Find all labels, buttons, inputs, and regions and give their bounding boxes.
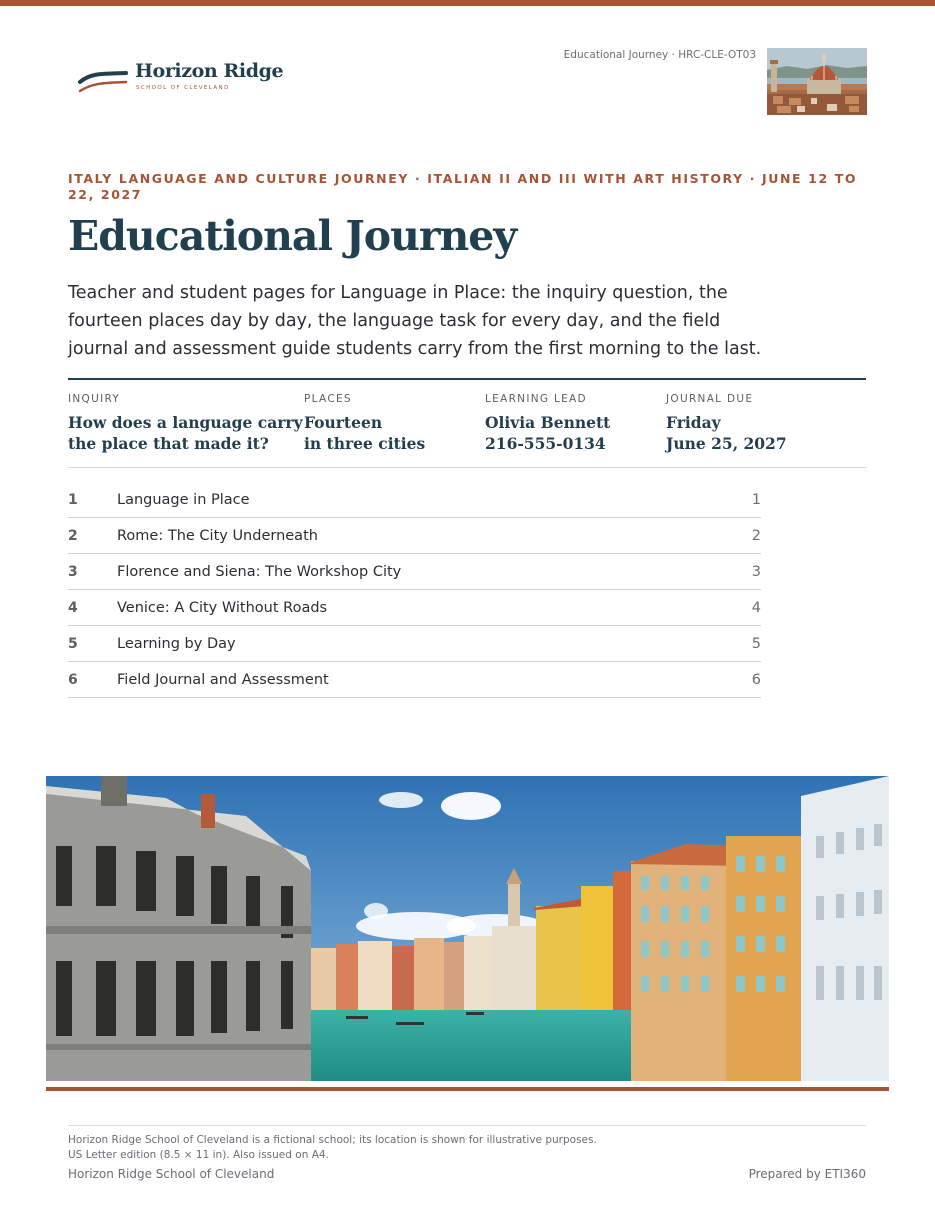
toc-label: Learning by Day bbox=[117, 636, 236, 652]
toc-page: 4 bbox=[751, 600, 761, 616]
footer-school-name: Horizon Ridge School of Cleveland bbox=[68, 1167, 275, 1181]
toc-page: 1 bbox=[751, 492, 761, 508]
meta-value-line: 216-555-0134 bbox=[485, 434, 606, 453]
meta-value bbox=[68, 412, 303, 454]
wave-logo-icon bbox=[78, 68, 128, 94]
toc-page: 2 bbox=[751, 528, 761, 544]
page-title: Educational Journey bbox=[68, 212, 517, 260]
toc-page: 3 bbox=[751, 564, 761, 580]
toc-number: 6 bbox=[68, 672, 78, 688]
florence-duomo-thumbnail bbox=[767, 48, 867, 115]
meta-value bbox=[304, 412, 425, 454]
toc-row[interactable] bbox=[68, 518, 761, 554]
toc-number: 2 bbox=[68, 528, 78, 544]
meta-value bbox=[485, 412, 610, 454]
toc-row[interactable] bbox=[68, 662, 761, 698]
footer-rule bbox=[68, 1125, 866, 1126]
toc-number: 3 bbox=[68, 564, 78, 580]
toc-page: 6 bbox=[751, 672, 761, 688]
table-of-contents bbox=[68, 482, 761, 698]
toc-page: 5 bbox=[751, 636, 761, 652]
toc-number: 5 bbox=[68, 636, 78, 652]
meta-label: LEARNING LEAD bbox=[485, 393, 587, 405]
school-subtitle: SCHOOL OF CLEVELAND bbox=[136, 85, 230, 91]
footer-note bbox=[68, 1133, 597, 1163]
toc-label: Rome: The City Underneath bbox=[117, 528, 318, 544]
meta-value-line: in three cities bbox=[304, 434, 426, 453]
photo-accent-rule bbox=[46, 1087, 889, 1091]
top-accent-rule bbox=[0, 0, 935, 6]
toc-number: 4 bbox=[68, 600, 78, 616]
toc-label: Field Journal and Assessment bbox=[117, 672, 329, 688]
meta-top-rule bbox=[68, 378, 866, 380]
meta-value-line: How does a language carry bbox=[68, 413, 303, 432]
toc-row[interactable] bbox=[68, 482, 761, 518]
meta-bottom-rule bbox=[68, 467, 866, 468]
school-name: Horizon Ridge bbox=[135, 60, 284, 82]
toc-row[interactable] bbox=[68, 590, 761, 626]
meta-learning-lead bbox=[485, 393, 610, 454]
toc-number: 1 bbox=[68, 492, 78, 508]
meta-value-line: Olivia Bennett bbox=[485, 413, 611, 432]
toc-row[interactable] bbox=[68, 626, 761, 662]
document-code: Educational Journey · HRC-CLE-OT03 bbox=[563, 49, 756, 61]
meta-value-line: the place that made it? bbox=[68, 434, 269, 453]
meta-value-line: Fourteen bbox=[304, 413, 383, 432]
school-logo bbox=[78, 60, 284, 96]
meta-value bbox=[666, 412, 787, 454]
meta-label: JOURNAL DUE bbox=[666, 393, 754, 405]
toc-label: Florence and Siena: The Workshop City bbox=[117, 564, 402, 580]
meta-inquiry bbox=[68, 393, 303, 454]
intro-paragraph: Teacher and student pages for Language in Place: the inquiry question, the fourteen places day by day, the language task for every day, and the field journal and assessment guide students carry from the first morning to the last. bbox=[68, 283, 762, 359]
venice-canal-photo bbox=[46, 776, 889, 1081]
meta-journal-due bbox=[666, 393, 787, 454]
toc-label: Language in Place bbox=[117, 492, 250, 508]
toc-label: Venice: A City Without Roads bbox=[117, 600, 328, 616]
footer-prepared-by: Prepared by ETI360 bbox=[748, 1167, 866, 1181]
meta-places bbox=[304, 393, 425, 454]
footer-note-line: Horizon Ridge School of Cleveland is a fictional school; its location is shown for illustrative purposes. bbox=[68, 1134, 597, 1146]
trip-kicker: ITALY LANGUAGE AND CULTURE JOURNEY · ITALIAN II AND III WITH ART HISTORY · JUNE 12 TO 22, 2027 bbox=[68, 171, 858, 202]
meta-label: INQUIRY bbox=[68, 393, 121, 405]
toc-row[interactable] bbox=[68, 554, 761, 590]
meta-label: PLACES bbox=[304, 393, 352, 405]
meta-value-line: Friday bbox=[666, 413, 721, 432]
meta-value-line: June 25, 2027 bbox=[666, 434, 787, 453]
footer-note-line: US Letter edition (8.5 × 11 in). Also issued on A4. bbox=[68, 1149, 329, 1161]
